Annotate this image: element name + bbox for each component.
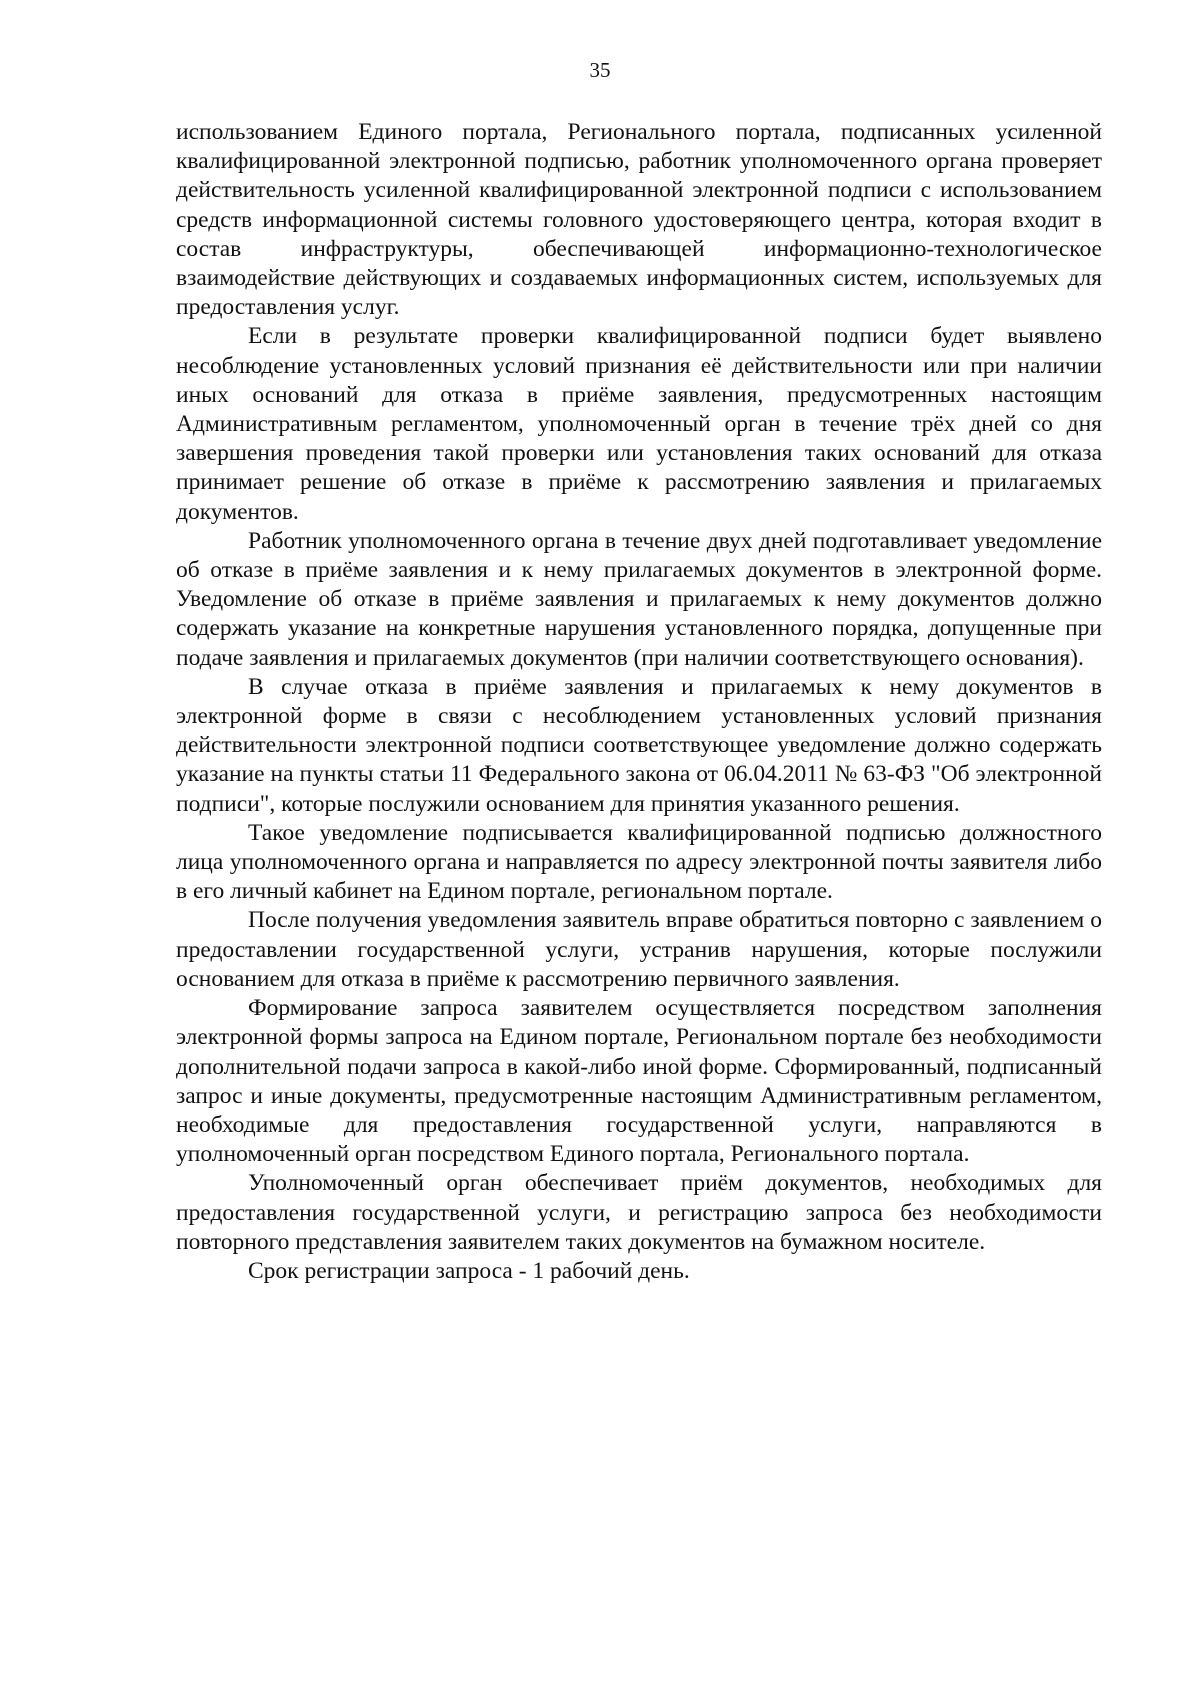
page-number: 35	[589, 58, 611, 82]
paragraph-registration-term: Срок регистрации запроса - 1 рабочий день.	[248, 1257, 690, 1284]
paragraph-refusal-law-reference: В случае отказа в приёме заявления и прилагаемых к нему документов в электронной форме в связи с несоблюдением установленных условий признания действительности электронной подписи соответствующее уведомление должно содержать указание на пункты статьи 11 Федерального закона от 06.04.2011 № 63-ФЗ "Об электронной подписи", которые послужили основанием для принятия указанного решения.	[176, 673, 1102, 817]
paragraph-repeat-application: После получения уведомления заявитель вправе обратиться повторно с заявлением о предоставлении государственной услуги, устранив нарушения, которые послужили основанием для отказа в приёме к рассмотрению первичного заявления.	[176, 907, 1102, 992]
paragraph-refusal-notice-preparation: Работник уполномоченного органа в течение двух дней подготавливает уведомление об отказе в приёме заявления и к нему прилагаемых документов в электронной форме. Уведомление об отказе в приёме заявления и прилагаемых к нему документов должно содержать указание на конкретные нарушения установленного порядка, допущенные при подаче заявления и прилагаемых документов (при наличии соответствующего основания).	[176, 527, 1102, 671]
paragraph-signature-check-result: Если в результате проверки квалифицированной подписи будет выявлено несоблюдение установленных условий признания её действительности или при наличии иных оснований для отказа в приёме заявления, предусмотренных настоящим Административным регламентом, уполномоченный орган в течение трёх дней со дня завершения проведения такой проверки или установления таких оснований для отказа принимает решение об отказе в приёме к рассмотрению заявления и прилагаемых документов.	[176, 323, 1102, 525]
document-body	[176, 118, 1102, 1286]
paragraph-request-formation: Формирование запроса заявителем осуществляется посредством заполнения электронной формы запроса на Едином портале, Региональном портале без необходимости дополнительной подачи запроса в какой-либо иной форме. Сформированный, подписанный запрос и иные документы, предусмотренные настоящим Административным регламентом, необходимые для предоставления государственной услуги, направляются в уполномоченный орган посредством Единого портала, Регионального портала.	[176, 995, 1102, 1168]
paragraph-continuation: использованием Единого портала, Регионального портала, подписанных усиленной квалифицированной электронной подписью, работник уполномоченного органа проверяет действительность усиленной квалифицированной электронной подписи с использованием средств информационной системы головного удостоверяющего центра, которая входит в состав инфраструктуры, обеспечивающей информационно-технологическое взаимодействие действующих и создаваемых информационных систем, используемых для предоставления услуг.	[176, 119, 1102, 321]
paragraph-notice-signing: Такое уведомление подписывается квалифицированной подписью должностного лица уполномоченного органа и направляется по адресу электронной почты заявителя либо в его личный кабинет на Едином портале, региональном портале.	[176, 819, 1102, 905]
paragraph-document-acceptance: Уполномоченный орган обеспечивает приём документов, необходимых для предоставления государственной услуги, и регистрацию запроса без необходимости повторного представления заявителем таких документов на бумажном носителе.	[176, 1170, 1102, 1255]
